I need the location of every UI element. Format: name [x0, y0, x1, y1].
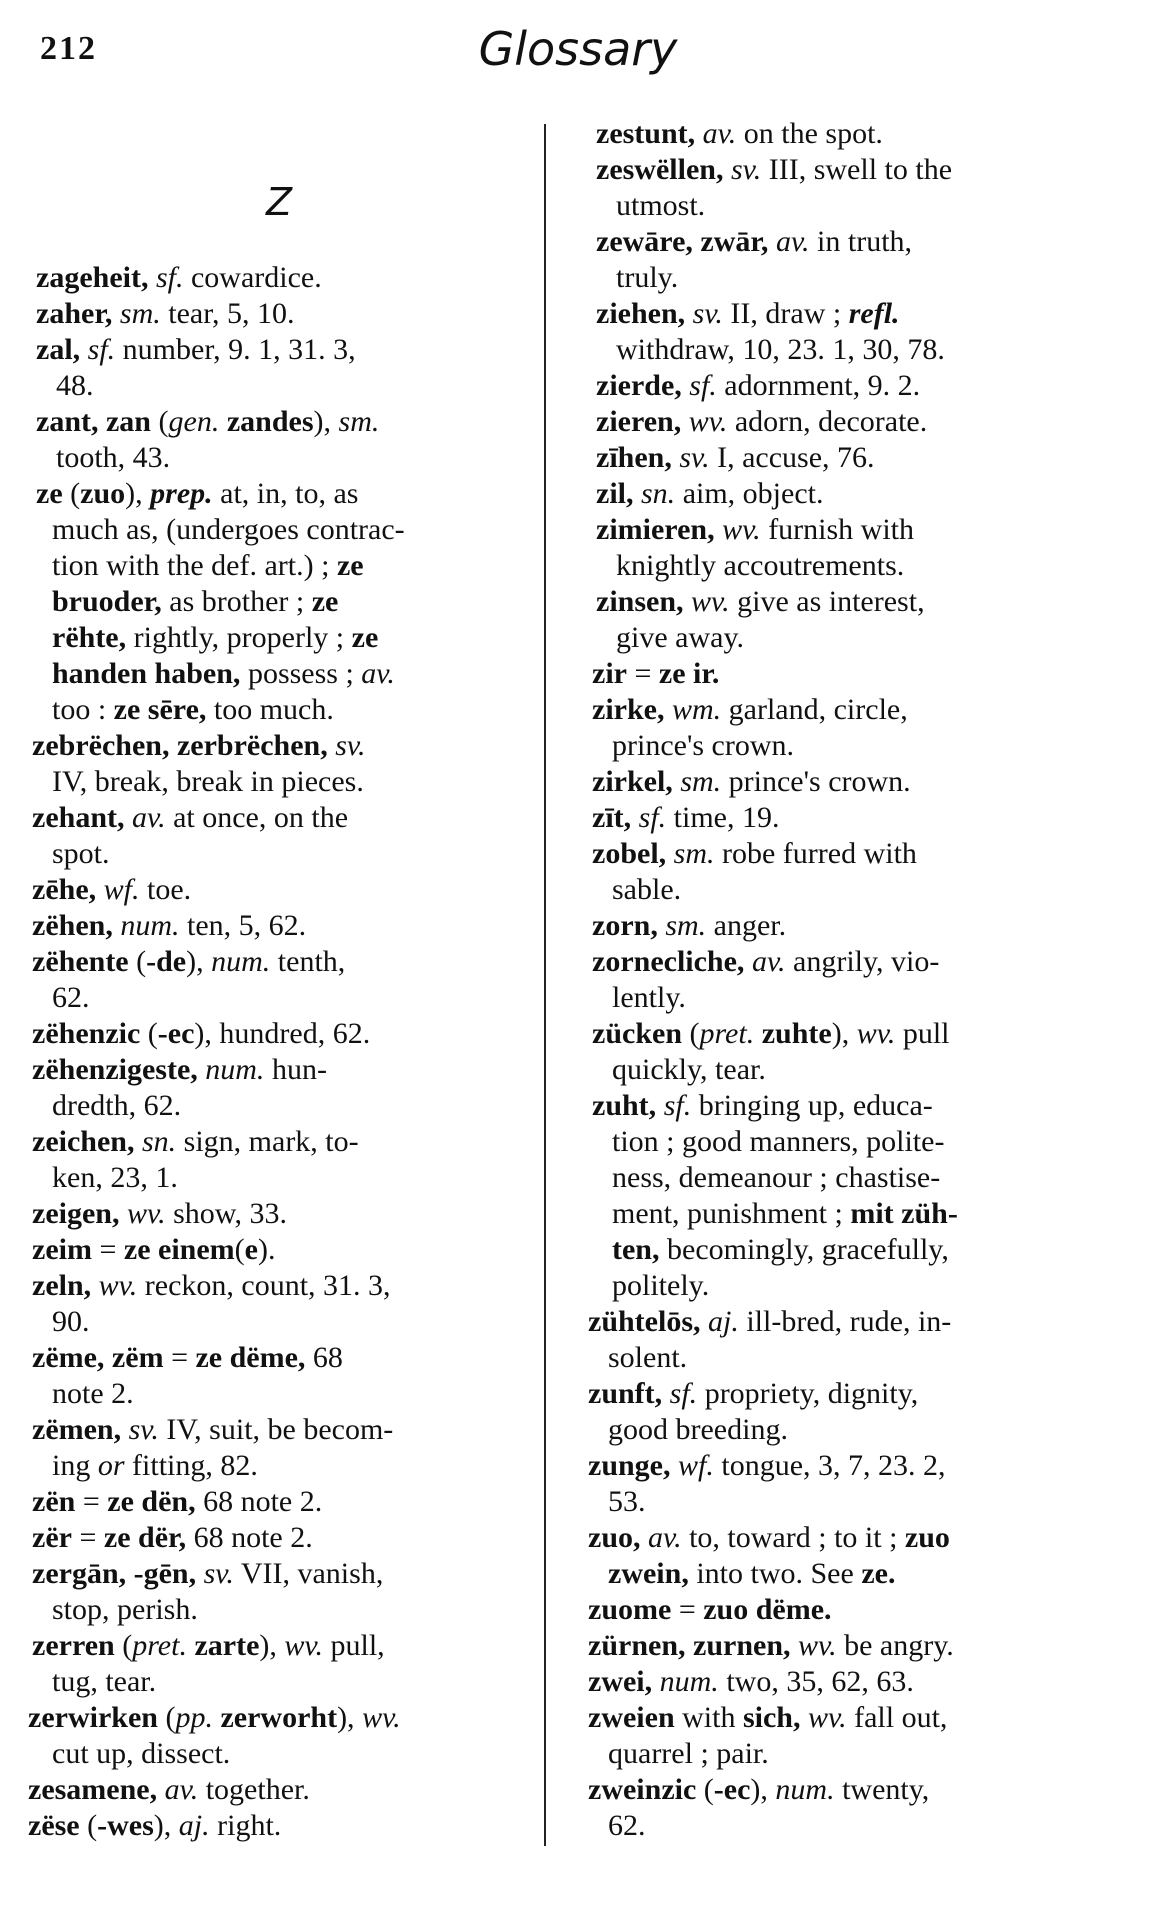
glossary-line: ze (zuo), prep. at, in, to, as [36, 477, 359, 510]
glossary-line: ten, becomingly, gracefully, [612, 1233, 949, 1266]
column-divider [544, 124, 546, 1846]
glossary-line: zunft, sf. propriety, dignity, [588, 1377, 919, 1410]
glossary-line: politely. [612, 1269, 710, 1302]
glossary-line: zweinzic (-ec), num. twenty, [588, 1773, 930, 1806]
glossary-line: zorn, sm. anger. [592, 909, 787, 942]
glossary-line: 53. [608, 1485, 646, 1518]
glossary-line: zëhenzic (-ec), hundred, 62. [32, 1017, 371, 1050]
glossary-line: cut up, dissect. [52, 1737, 231, 1770]
glossary-line: tooth, 43. [56, 441, 171, 474]
glossary-line: solent. [608, 1341, 688, 1374]
glossary-line: zal, sf. number, 9. 1, 31. 3, [36, 333, 356, 366]
glossary-line: zeigen, wv. show, 33. [32, 1197, 287, 1230]
glossary-line: zëhente (-de), num. tenth, [32, 945, 346, 978]
glossary-line: tug, tear. [52, 1665, 157, 1698]
glossary-line: zwein, into two. See ze. [608, 1557, 896, 1590]
glossary-line: zuht, sf. bringing up, educa- [592, 1089, 933, 1122]
glossary-line: zuo, av. to, toward ; to it ; zuo [588, 1521, 950, 1554]
glossary-line: zobel, sm. robe furred with [592, 837, 917, 870]
glossary-line: truly. [616, 261, 679, 294]
glossary-line: zeim = ze einem(e). [32, 1233, 276, 1266]
glossary-line: zëhenzigeste, num. hun- [32, 1053, 327, 1086]
glossary-line: lently. [612, 981, 686, 1014]
glossary-line: zirke, wm. garland, circle, [592, 693, 908, 726]
glossary-line: zir = ze ir. [592, 657, 720, 690]
glossary-line: tion with the def. art.) ; ze [52, 549, 364, 582]
glossary-line: zunge, wf. tongue, 3, 7, 23. 2, [588, 1449, 946, 1482]
glossary-line: zühtelōs, aj. ill-bred, rude, in- [588, 1305, 952, 1338]
glossary-line: zieren, wv. adorn, decorate. [596, 405, 928, 438]
glossary-line: ing or fitting, 82. [52, 1449, 258, 1482]
glossary-line: 62. [52, 981, 90, 1014]
glossary-line: dredth, 62. [52, 1089, 182, 1122]
glossary-line: zierde, sf. adornment, 9. 2. [596, 369, 921, 402]
glossary-line: good breeding. [608, 1413, 788, 1446]
glossary-line: zīt, sf. time, 19. [592, 801, 780, 834]
glossary-line: prince's crown. [612, 729, 795, 762]
glossary-line: withdraw, 10, 23. 1, 30, 78. [616, 333, 945, 366]
glossary-line: stop, perish. [52, 1593, 198, 1626]
glossary-line: 48. [56, 369, 94, 402]
glossary-line: quickly, tear. [612, 1053, 766, 1086]
glossary-line: tion ; good manners, polite- [612, 1125, 945, 1158]
glossary-line: bruoder, as brother ; ze [52, 585, 339, 618]
glossary-line: zergān, -gēn, sv. VII, vanish, [32, 1557, 384, 1590]
glossary-line: ment, punishment ; mit züh- [612, 1197, 958, 1230]
glossary-line: zīhen, sv. I, accuse, 76. [596, 441, 875, 474]
glossary-line: give away. [616, 621, 744, 654]
glossary-line: zürnen, zurnen, wv. be angry. [588, 1629, 954, 1662]
glossary-line: note 2. [52, 1377, 134, 1410]
glossary-line: zwei, num. two, 35, 62, 63. [588, 1665, 914, 1698]
glossary-line: ken, 23, 1. [52, 1161, 178, 1194]
glossary-line: zinsen, wv. give as interest, [596, 585, 925, 618]
page-number: 212 [40, 30, 97, 67]
glossary-line: zëmen, sv. IV, suit, be becom- [32, 1413, 394, 1446]
glossary-line: ness, demeanour ; chastise- [612, 1161, 941, 1194]
glossary-line: handen haben, possess ; av. [52, 657, 395, 690]
glossary-line: zëme, zëm = ze dëme, 68 [32, 1341, 343, 1374]
glossary-line: zeln, wv. reckon, count, 31. 3, [32, 1269, 391, 1302]
glossary-line: quarrel ; pair. [608, 1737, 769, 1770]
glossary-line: zesamene, av. together. [28, 1773, 310, 1806]
glossary-line: zestunt, av. on the spot. [596, 117, 883, 150]
glossary-line: zaher, sm. tear, 5, 10. [36, 297, 295, 330]
glossary-line: ziehen, sv. II, draw ; refl. [596, 297, 900, 330]
glossary-line: zant, zan (gen. zandes), sm. [36, 405, 380, 438]
glossary-line: zewāre, zwār, av. in truth, [596, 225, 913, 258]
section-letter: Z [266, 180, 293, 224]
glossary-line: zageheit, sf. cowardice. [36, 261, 322, 294]
glossary-line: utmost. [616, 189, 706, 222]
glossary-line: zuome = zuo dëme. [588, 1593, 832, 1626]
glossary-line: sable. [612, 873, 682, 906]
glossary-line: zër = ze dër, 68 note 2. [32, 1521, 313, 1554]
glossary-line: zil, sn. aim, object. [596, 477, 824, 510]
glossary-line: 62. [608, 1809, 646, 1842]
glossary-line: zerren (pret. zarte), wv. pull, [32, 1629, 385, 1662]
glossary-line: zirkel, sm. prince's crown. [592, 765, 911, 798]
glossary-line: much as, (undergoes contrac- [52, 513, 405, 546]
glossary-line: 90. [52, 1305, 90, 1338]
glossary-line: zeichen, sn. sign, mark, to- [32, 1125, 359, 1158]
glossary-line: too : ze sēre, too much. [52, 693, 334, 726]
glossary-line: spot. [52, 837, 110, 870]
glossary-line: rëhte, rightly, properly ; ze [52, 621, 379, 654]
running-title: Glossary [478, 22, 678, 76]
glossary-line: IV, break, break in pieces. [52, 765, 364, 798]
glossary-line: zehant, av. at once, on the [32, 801, 349, 834]
glossary-line: zimieren, wv. furnish with [596, 513, 915, 546]
glossary-line: zëse (-wes), aj. right. [28, 1809, 282, 1842]
glossary-line: zën = ze dën, 68 note 2. [32, 1485, 323, 1518]
glossary-line: zëhen, num. ten, 5, 62. [32, 909, 307, 942]
glossary-line: zeswëllen, sv. III, swell to the [596, 153, 953, 186]
glossary-line: zēhe, wf. toe. [32, 873, 192, 906]
glossary-line: zweien with sich, wv. fall out, [588, 1701, 948, 1734]
glossary-line: zornecliche, av. angrily, vio- [592, 945, 940, 978]
glossary-line: knightly accoutrements. [616, 549, 905, 582]
glossary-line: zücken (pret. zuhte), wv. pull [592, 1017, 950, 1050]
glossary-line: zerwirken (pp. zerworht), wv. [28, 1701, 401, 1734]
glossary-line: zebrëchen, zerbrëchen, sv. [32, 729, 366, 762]
